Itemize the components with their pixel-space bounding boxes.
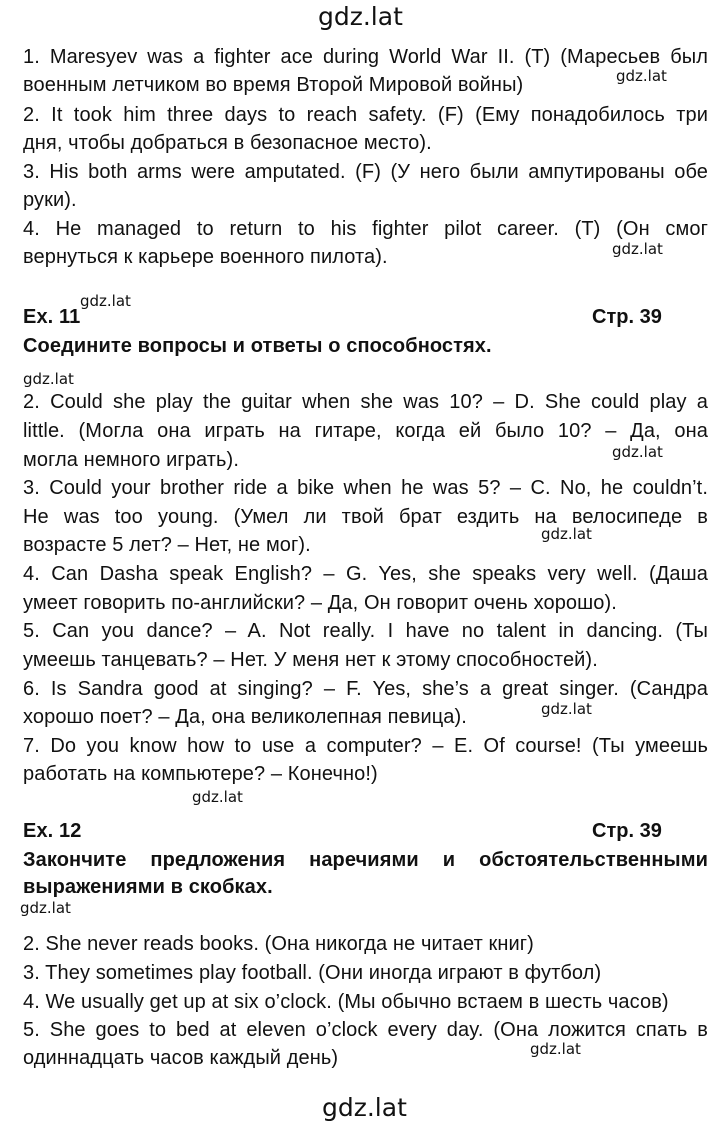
page-number: Стр. 39 xyxy=(592,820,662,842)
text-line: 2. She never reads books. (Она никогда не читает книг) xyxy=(23,933,534,955)
text-line: 1. Maresyev was a fighter ace during World War II. (T) (Маресьев был xyxy=(23,46,708,68)
watermark: gdz.lat xyxy=(541,700,592,718)
watermark: gdz.lat xyxy=(541,525,592,543)
text-line: 3. They sometimes play football. (Они иногда играют в футбол) xyxy=(23,962,602,984)
text-line: 5. Can you dance? – A. Not really. I have no talent in dancing. (Ты xyxy=(23,620,708,642)
text-line: работать на компьютере? – Конечно!) xyxy=(23,763,378,785)
watermark: gdz.lat xyxy=(192,788,243,806)
text-line: дня, чтобы добраться в безопасное место). xyxy=(23,132,432,154)
watermark: gdz.lat xyxy=(616,67,667,85)
watermark: gdz.lat xyxy=(23,370,74,388)
task-heading: Закончите предложения наречиями и обстоятельственными xyxy=(23,849,708,871)
text-line: умеет говорить по-английски? – Да, Он говорит очень хорошо). xyxy=(23,592,617,614)
text-line: военным летчиком во время Второй Мировой войны) xyxy=(23,74,524,96)
text-line: 2. It took him three days to reach safety. (F) (Ему понадобилось три xyxy=(23,104,708,126)
text-line: возрасте 5 лет? – Нет, не мог). xyxy=(23,534,311,556)
text-line: 3. Could your brother ride a bike when he was 5? – C. No, he couldn’t. xyxy=(23,477,708,499)
watermark: gdz.lat xyxy=(20,899,71,917)
text-line: 7. Do you know how to use a computer? – E. Of course! (Ты умеешь xyxy=(23,735,708,757)
text-line: вернуться к карьере военного пилота). xyxy=(23,246,388,268)
text-line: little. (Могла она играть на гитаре, когда ей было 10? – Да, она xyxy=(23,420,708,442)
text-line: 4. Can Dasha speak English? – G. Yes, she speaks very well. (Даша xyxy=(23,563,708,585)
watermark-header: gdz.lat xyxy=(318,2,403,31)
page-number: Стр. 39 xyxy=(592,306,662,328)
exercise-label: Ex. 11 xyxy=(23,306,81,328)
exercise-label: Ex. 12 xyxy=(23,820,82,842)
text-line: могла немного играть). xyxy=(23,449,239,471)
text-line: He was too young. (Умел ли твой брат ездить на велосипеде в xyxy=(23,506,708,528)
text-line: одиннадцать часов каждый день) xyxy=(23,1047,339,1069)
watermark-footer: gdz.lat xyxy=(322,1093,407,1122)
text-line: 3. His both arms were amputated. (F) (У него были ампутированы обе xyxy=(23,161,708,183)
text-line: 6. Is Sandra good at singing? – F. Yes, she’s a great singer. (Сандра xyxy=(23,678,708,700)
text-line: 4. He managed to return to his fighter pilot career. (T) (Он смог xyxy=(23,218,708,240)
text-line: 2. Could she play the guitar when she was 10? – D. She could play a xyxy=(23,391,708,413)
text-line: хорошо поет? – Да, она великолепная певица). xyxy=(23,706,467,728)
text-line: умеешь танцевать? – Нет. У меня нет к этому способностей). xyxy=(23,649,598,671)
watermark: gdz.lat xyxy=(612,240,663,258)
text-line: руки). xyxy=(23,189,77,211)
text-line: 5. She goes to bed at eleven o’clock every day. (Она ложится спать в xyxy=(23,1019,708,1041)
task-heading: выражениями в скобках. xyxy=(23,876,273,898)
text-line: 4. We usually get up at six o’clock. (Мы обычно встаем в шесть часов) xyxy=(23,991,669,1013)
watermark: gdz.lat xyxy=(530,1040,581,1058)
task-heading: Соедините вопросы и ответы о способностях. xyxy=(23,335,492,357)
watermark: gdz.lat xyxy=(80,292,131,310)
watermark: gdz.lat xyxy=(612,443,663,461)
